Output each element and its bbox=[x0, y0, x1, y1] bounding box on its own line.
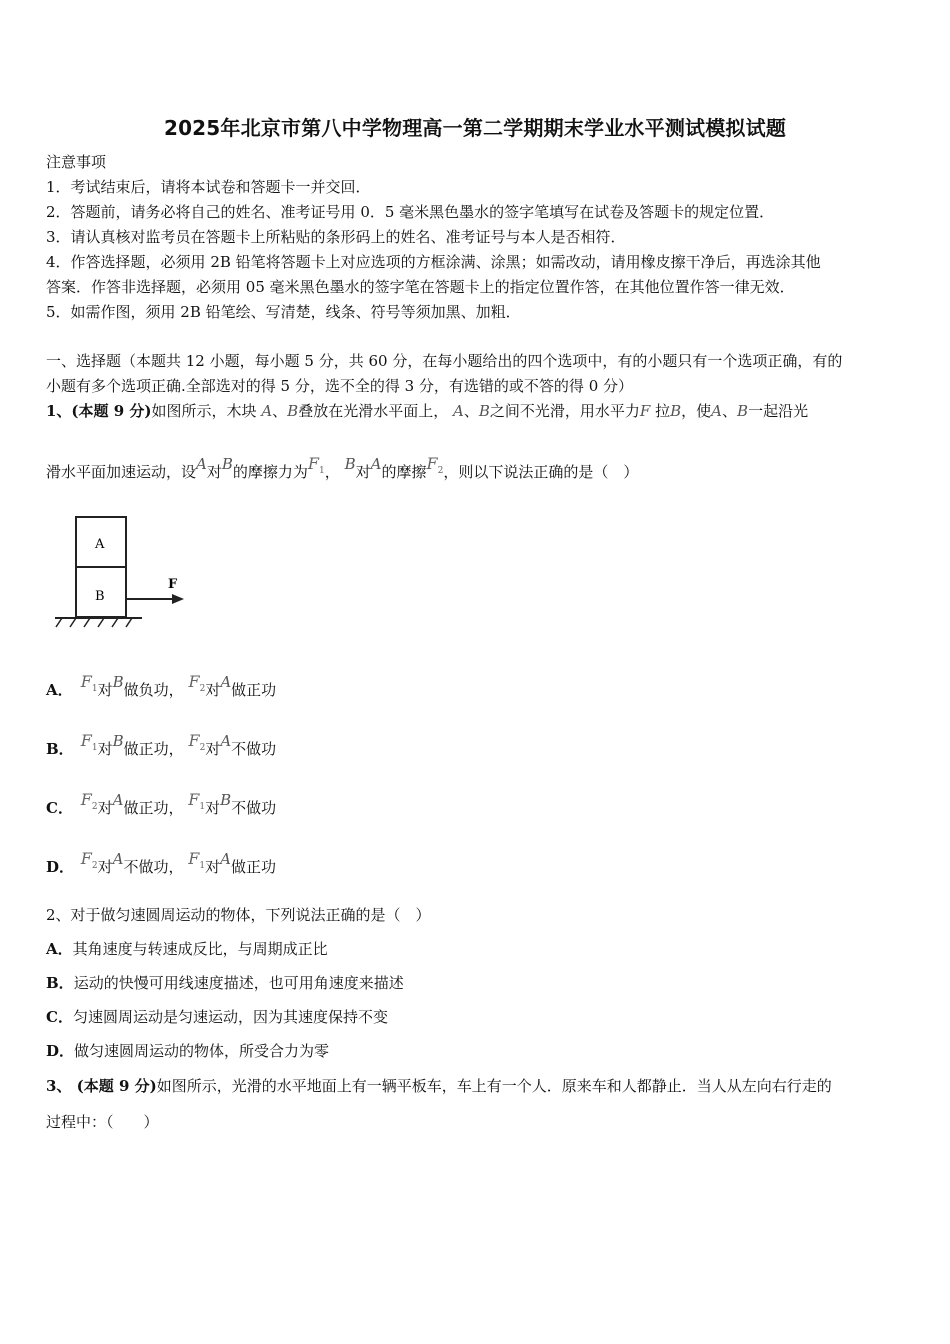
q1-text: 拉 bbox=[655, 402, 671, 420]
notice-item-5: 5．如需作图，须用 2B 铅笔绘、写清楚，线条、符号等须加黑、加粗． bbox=[46, 303, 521, 321]
q1-stem-line2 bbox=[46, 454, 639, 489]
option-label: C． bbox=[46, 799, 73, 817]
var-F2-subscript: 2 bbox=[91, 802, 98, 813]
var-F: F bbox=[639, 402, 651, 420]
option-text: 不做功 bbox=[231, 799, 277, 817]
q1-figure bbox=[50, 512, 190, 632]
section-heading-line1: 一、选择题（本题共 12 小题，每小题 5 分，共 60 分，在每小题给出的四个选项中，有的小题只有一个选项正确，有的 bbox=[46, 352, 843, 370]
var-F1-subscript: 1 bbox=[199, 861, 206, 872]
option-text: 对 bbox=[205, 740, 221, 758]
option-text: 做正功， bbox=[123, 799, 184, 817]
q1-sep: 、 bbox=[722, 402, 738, 420]
var-A: A bbox=[220, 850, 231, 868]
section-heading-line2: 小题有多个选项正确.全部选对的得 5 分，选不全的得 3 分，有选错的或不答的得 0 分） bbox=[46, 377, 634, 395]
var-F1-letter: F bbox=[188, 849, 200, 868]
var-B: B bbox=[220, 791, 232, 809]
option-label: D． bbox=[46, 858, 75, 876]
var-A: A bbox=[220, 732, 232, 750]
option-label: B． bbox=[46, 740, 74, 758]
q3-stem-line2: 过程中：（ ） bbox=[46, 1113, 159, 1131]
var-F1 bbox=[80, 731, 98, 754]
var-B: B bbox=[670, 402, 682, 420]
label-A: A bbox=[95, 537, 105, 552]
option-text: 对 bbox=[97, 740, 113, 758]
q1-prefix: 1、(本题 9 分) bbox=[46, 402, 152, 420]
option-text: 对 bbox=[97, 681, 113, 699]
q1-text: 一起沿光 bbox=[748, 402, 809, 420]
var-F2-letter: F bbox=[80, 790, 92, 809]
option-text: 做正功， bbox=[123, 740, 184, 758]
var-A: A bbox=[196, 455, 207, 473]
option-text: 匀速圆周运动是匀速运动，因为其速度保持不变 bbox=[72, 1008, 388, 1026]
var-F1-subscript: 1 bbox=[91, 684, 98, 695]
notice-item-1: 1．考试结束后，请将本试卷和答题卡一并交回． bbox=[46, 178, 371, 196]
var-F1 bbox=[188, 849, 206, 872]
option-text: 对 bbox=[205, 681, 221, 699]
q1-stem-line1 bbox=[46, 401, 808, 421]
q1-option-c[interactable] bbox=[46, 790, 277, 825]
q2-option-a[interactable] bbox=[46, 939, 328, 959]
q1-text: 之间不光滑，用水平力 bbox=[489, 402, 640, 420]
option-label: A． bbox=[46, 940, 73, 958]
var-A: A bbox=[220, 673, 232, 691]
page-title: 2025年北京市第八中学物理高一第二学期期末学业水平测试模拟试题 bbox=[163, 116, 787, 140]
var-F2 bbox=[426, 454, 444, 477]
q1-option-a[interactable] bbox=[46, 672, 277, 707]
var-F1 bbox=[80, 672, 98, 695]
option-text: 其角速度与转速成反比，与周期成正比 bbox=[72, 940, 328, 958]
var-A: A bbox=[112, 850, 124, 868]
var-A: A bbox=[370, 455, 382, 473]
force-arrowhead bbox=[172, 594, 184, 604]
option-text: 做正功 bbox=[230, 858, 276, 876]
option-text: 对 bbox=[205, 799, 221, 817]
var-F2-subscript: 2 bbox=[199, 743, 206, 754]
q1-text: 如图所示，木块 bbox=[151, 402, 257, 420]
option-text: 做负功， bbox=[123, 681, 184, 699]
label-B: B bbox=[95, 589, 105, 604]
q1-sep: 、 bbox=[272, 402, 288, 420]
q1-text: 的摩擦力为 bbox=[232, 463, 308, 481]
var-F2-letter: F bbox=[80, 849, 92, 868]
notice-item-2: 2．答题前，请务必将自己的姓名、准考证号用 0．5 毫米黑色墨水的签字笔填写在试卷及答题卡的规定位置． bbox=[46, 203, 775, 221]
q3-stem-line1 bbox=[46, 1076, 832, 1096]
q2-option-c[interactable] bbox=[46, 1007, 388, 1027]
var-F2 bbox=[188, 672, 206, 695]
var-B: B bbox=[737, 402, 749, 420]
var-F1-letter: F bbox=[80, 731, 92, 750]
notice-item-3: 3．请认真核对监考员在答题卡上所粘贴的条形码上的姓名、准考证号与本人是否相符． bbox=[46, 228, 626, 246]
var-F1-subscript: 1 bbox=[319, 466, 325, 477]
q2-option-d[interactable] bbox=[46, 1041, 329, 1061]
q1-text: 滑水平面加速运动，设 bbox=[46, 463, 197, 481]
q1-text: 对 bbox=[206, 463, 222, 481]
var-F2 bbox=[80, 849, 98, 872]
option-text: 对 bbox=[97, 799, 113, 817]
option-text: 做正功 bbox=[231, 681, 277, 699]
option-text: 不做功 bbox=[231, 740, 277, 758]
var-B: B bbox=[344, 455, 356, 473]
var-B: B bbox=[478, 402, 490, 420]
var-F2 bbox=[80, 790, 98, 813]
q3-prefix: 3、 (本题 9 分) bbox=[46, 1077, 157, 1095]
var-F1 bbox=[188, 790, 206, 813]
var-F2-subscript: 2 bbox=[199, 684, 206, 695]
notice-item-4-cont: 答案．作答非选择题，必须用 05 毫米黑色墨水的签字笔在答题卡上的指定位置作答，在其他位置作答一律无效． bbox=[46, 278, 795, 296]
option-text: 不做功， bbox=[123, 858, 184, 876]
var-A: A bbox=[711, 402, 723, 420]
var-B: B bbox=[112, 673, 124, 691]
q1-text: 对 bbox=[355, 463, 371, 481]
var-B: B bbox=[221, 455, 233, 473]
var-F1-subscript: 1 bbox=[91, 743, 98, 754]
option-text: 对 bbox=[97, 858, 113, 876]
var-F1-letter: F bbox=[307, 454, 320, 473]
option-label: D． bbox=[46, 1042, 75, 1060]
var-A: A bbox=[453, 402, 464, 420]
q1-sep: 、 bbox=[463, 402, 479, 420]
q1-text: ，则以下说法正确的是（ ） bbox=[443, 463, 639, 481]
option-text: 做匀速圆周运动的物体，所受合力为零 bbox=[74, 1042, 330, 1060]
var-F2-subscript: 2 bbox=[91, 861, 98, 872]
q1-text: 的摩擦 bbox=[381, 463, 427, 481]
option-text: 对 bbox=[205, 858, 221, 876]
var-B: B bbox=[112, 732, 124, 750]
var-B: B bbox=[287, 402, 299, 420]
option-label: C． bbox=[46, 1008, 73, 1026]
q1-text: 叠放在光滑水平面上， bbox=[298, 402, 449, 420]
var-F2 bbox=[188, 731, 206, 754]
q1-text: ，使 bbox=[681, 402, 712, 420]
var-A: A bbox=[112, 791, 124, 809]
var-F2-letter: F bbox=[426, 454, 438, 473]
label-F: F bbox=[168, 577, 178, 592]
var-F1-letter: F bbox=[188, 790, 200, 809]
var-F1-subscript: 1 bbox=[199, 802, 206, 813]
q1-option-b[interactable] bbox=[46, 731, 277, 766]
var-F1 bbox=[307, 454, 325, 477]
q2-stem: 2、对于做匀速圆周运动的物体，下列说法正确的是（ ） bbox=[46, 906, 431, 924]
var-F1-letter: F bbox=[80, 672, 92, 691]
option-label: A． bbox=[46, 681, 73, 699]
option-label: B． bbox=[46, 974, 74, 992]
var-A: A bbox=[261, 402, 273, 420]
q2-option-b[interactable] bbox=[46, 973, 404, 993]
ground-hatching bbox=[56, 618, 132, 627]
notice-heading: 注意事项 bbox=[46, 153, 107, 171]
q1-text: ， bbox=[324, 463, 340, 481]
var-F2-subscript: 2 bbox=[437, 466, 444, 477]
var-F2-letter: F bbox=[188, 731, 200, 750]
q3-text: 如图所示，光滑的水平地面上有一辆平板车，车上有一个人．原来车和人都静止．当人从左向右行走的 bbox=[156, 1077, 832, 1095]
option-text: 运动的快慢可用线速度描述，也可用角速度来描述 bbox=[73, 974, 404, 992]
notice-item-4: 4．作答选择题，必须用 2B 铅笔将答题卡上对应选项的方框涂满、涂黑；如需改动，请用橡皮擦干净后，再选涂其他 bbox=[46, 253, 821, 271]
var-F2-letter: F bbox=[188, 672, 200, 691]
q1-option-d[interactable] bbox=[46, 849, 276, 884]
